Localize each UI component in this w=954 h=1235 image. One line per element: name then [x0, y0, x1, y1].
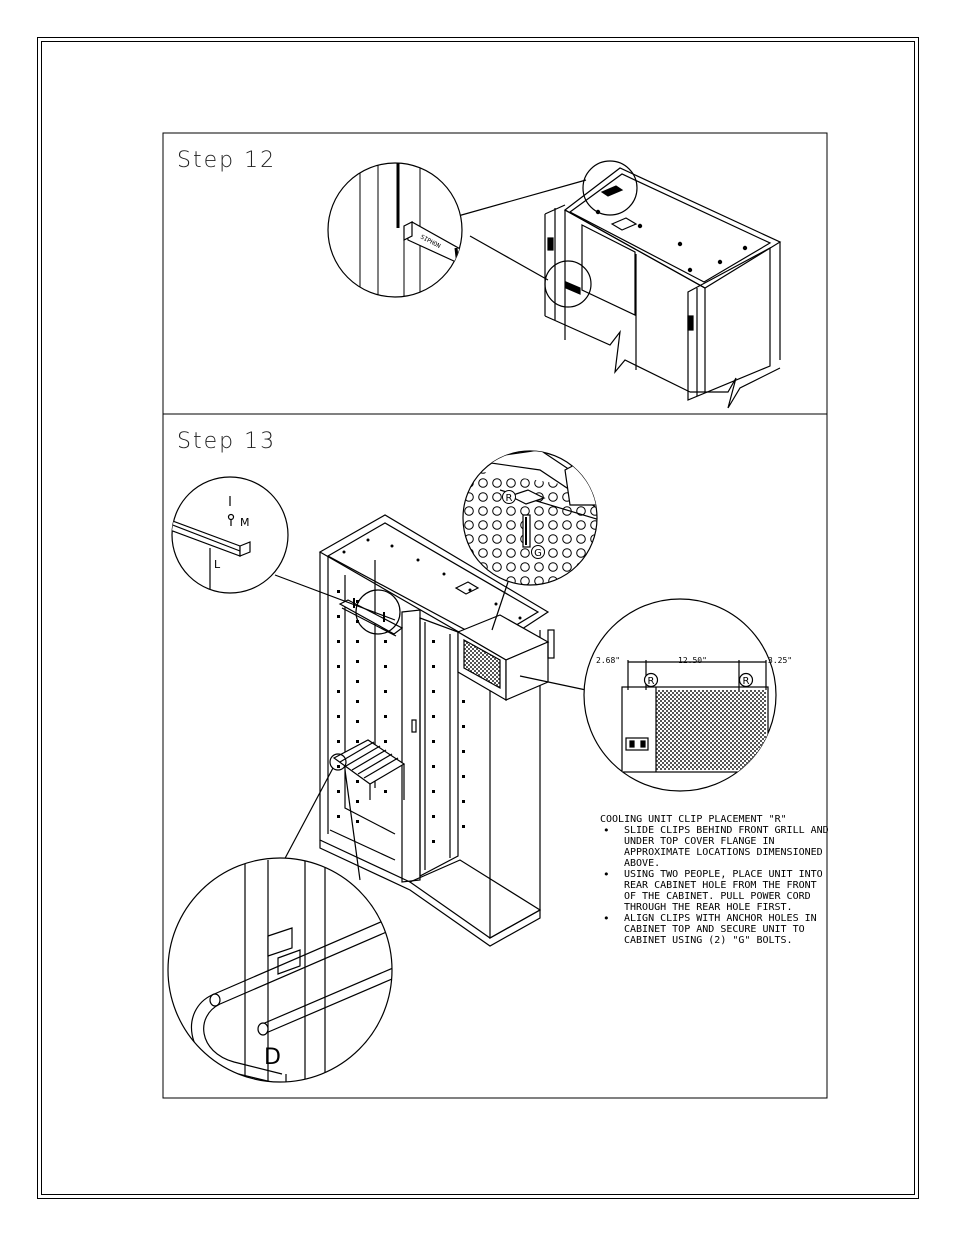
part-d-label: D: [264, 1045, 281, 1070]
rail-detail-magnifier: [170, 470, 300, 600]
dim-clip-r-right: R: [742, 676, 750, 687]
instruction-item: • ALIGN CLIPS WITH ANCHOR HOLES IN CABINET TOP AND SECURE UNIT TO CABINET USING (2) "G" BOLTS.: [600, 913, 830, 946]
step12-title: Step 12: [177, 148, 277, 173]
part-m-label: M: [240, 516, 250, 529]
shelf-detail-magnifier: [168, 858, 406, 1090]
cooling-unit-instructions: [600, 814, 830, 946]
instruction-item: • USING TWO PEOPLE, PLACE UNIT INTO REAR CABINET HOLE FROM THE FRONT OF THE CABINET. PULL POWER CORD THROUGH THE REAR HOLE FIRST.: [600, 869, 830, 913]
dim-right: 3.25": [768, 656, 793, 665]
dim-left: 2.68": [596, 656, 621, 665]
clip-r-label: R: [505, 493, 513, 504]
instructions-heading: COOLING UNIT CLIP PLACEMENT "R": [600, 814, 787, 825]
instructions-list: [600, 825, 830, 946]
instruction-item: • SLIDE CLIPS BEHIND FRONT GRILL AND UNDER TOP COVER FLANGE IN APPROXIMATE LOCATIONS DIMENSIONED ABOVE.: [600, 825, 830, 869]
dim-middle: 12.50": [678, 656, 707, 665]
dimension-detail-magnifier: [584, 599, 776, 791]
step12-detail-magnifier: [328, 150, 462, 310]
step12-cabinet-illustration: [458, 161, 780, 408]
bolt-g-label: G: [534, 548, 542, 559]
part-l-label: L: [214, 558, 221, 571]
dim-clip-r-left: R: [647, 676, 655, 687]
tape-label: SIPHON: [419, 233, 442, 250]
step13-title: Step 13: [177, 429, 277, 454]
